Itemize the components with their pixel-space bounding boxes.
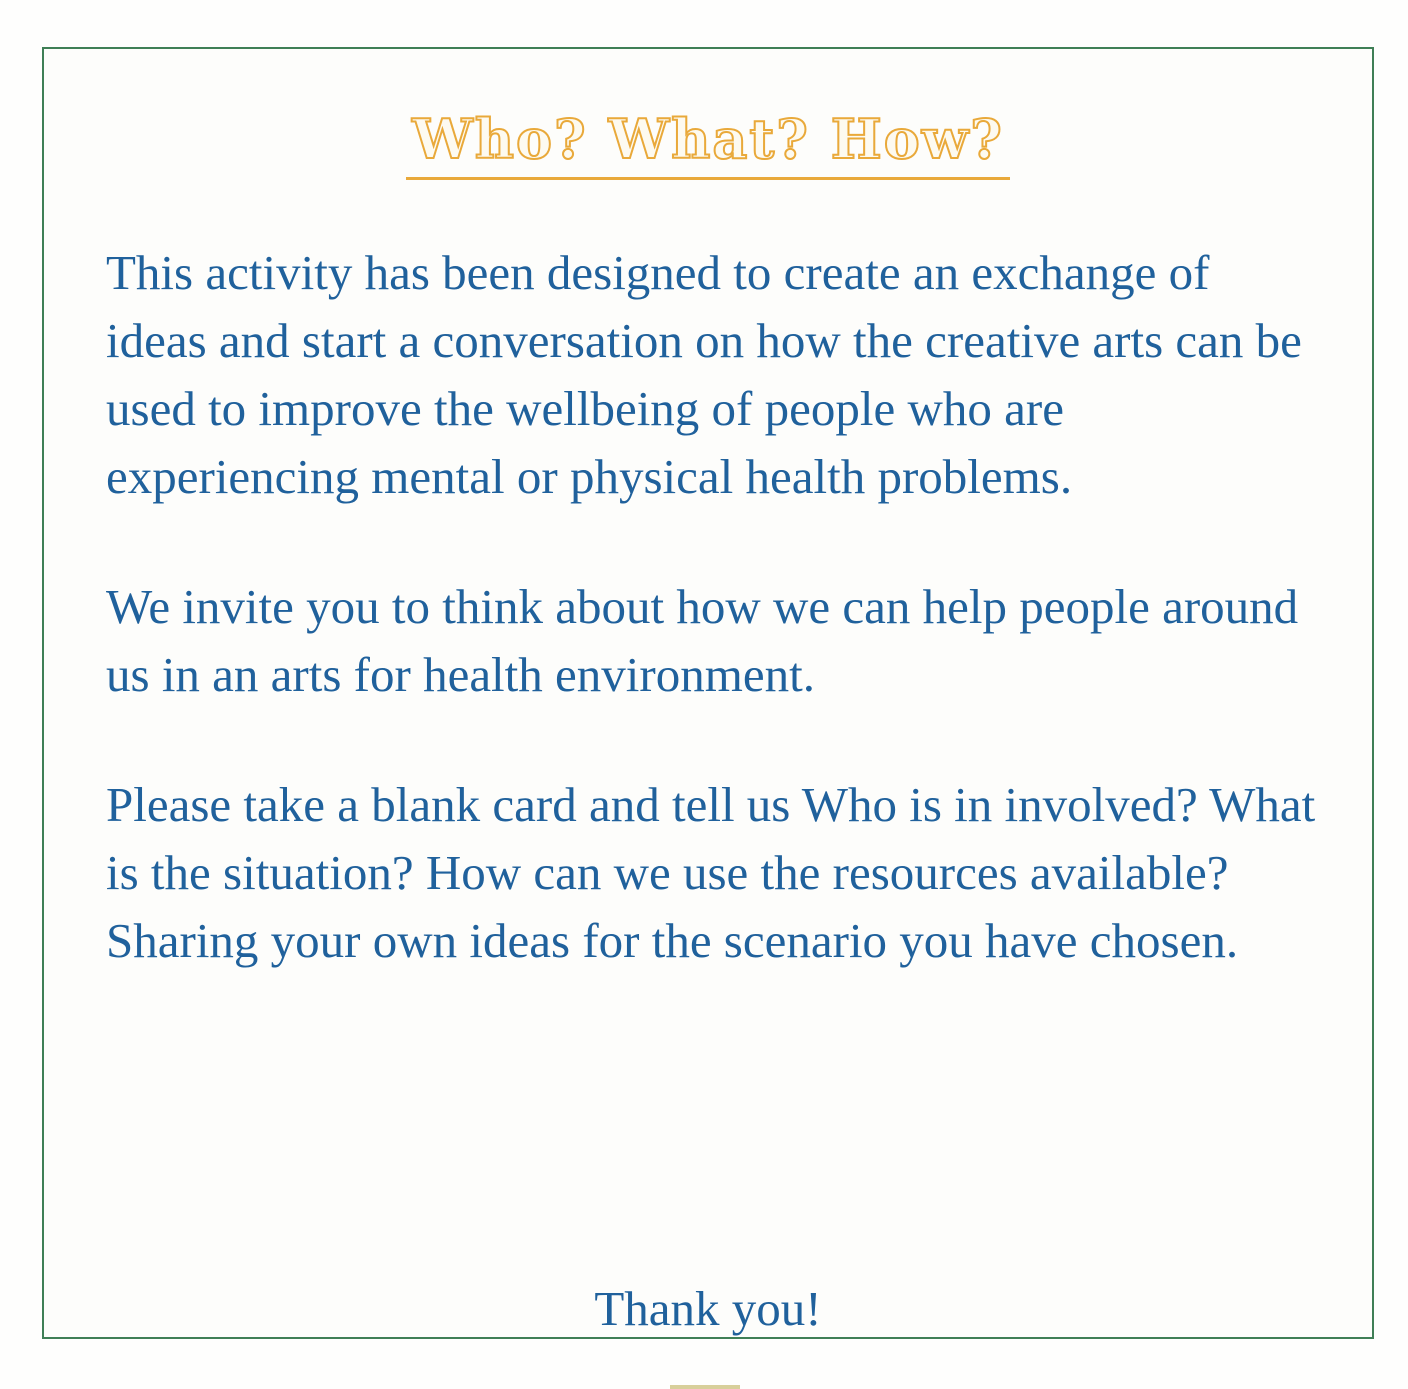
page-title: Who? What? How? — [406, 107, 1010, 180]
paragraph-intro: This activity has been designed to create an exchange of ideas and start a conversation on how the creative arts can be used to improve the wellbeing of people who are experiencing mental or physical health problems. — [106, 245, 1302, 504]
card-body — [106, 239, 1321, 975]
info-card — [42, 47, 1374, 1339]
page-edge-mark — [670, 1385, 740, 1389]
closing-line: Thank you! — [594, 1281, 822, 1336]
card-title-container — [44, 107, 1372, 180]
paragraph-instructions: Please take a blank card and tell us Who is in involved? What is the situation? How can we use the resources available? Sharing your own ideas for the scenario you have chosen. — [106, 777, 1316, 968]
paragraph-invitation: We invite you to think about how we can help people around us in an arts for health environment. — [106, 579, 1299, 702]
